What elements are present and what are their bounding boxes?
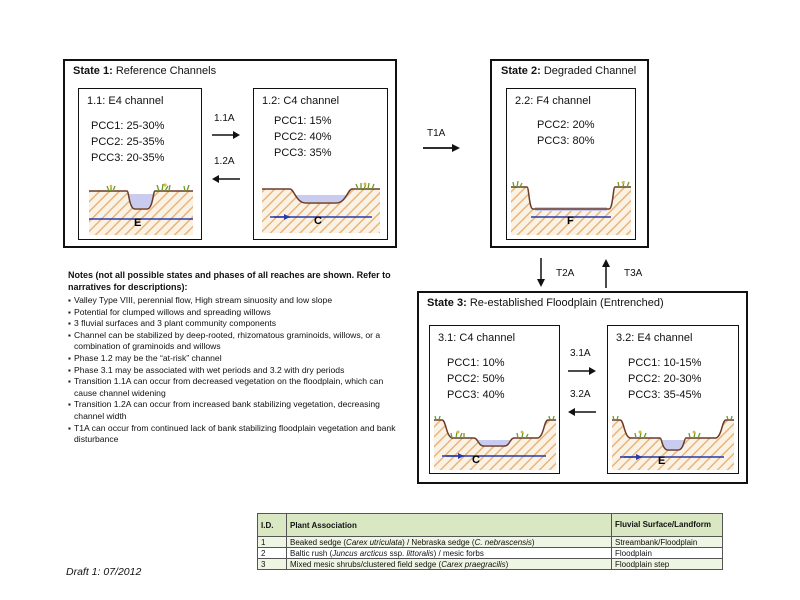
row-id: 1 [258,537,287,548]
transition-t2a-arrow [536,257,546,289]
transition-3-1a-arrow [567,366,597,376]
note-item: ▪ 3 fluvial surfaces and 3 plant community components [68,318,398,330]
state-1-box [63,59,397,248]
transition-t2a-label: T2A [556,268,575,279]
phase-3-2-box [607,325,739,474]
channel-letter-f: F [567,215,574,227]
row-id: 2 [258,548,287,559]
table-row [258,537,723,548]
note-item: ▪ Transition 1.1A can occur from decreased vegetation on the floodplain, which can cause channel widening [68,376,398,399]
channel-cross-section-c [262,181,380,233]
notes-list [68,295,398,446]
transition-3-2a-label: 3.2A [570,389,591,400]
channel-letter-e: E [134,217,142,229]
channel-letter-c-3-1: C [472,454,480,466]
transition-1-2a-label: 1.2A [214,156,235,167]
row-surface: Streambank/Floodplain [612,537,723,548]
phase-1-1-pcc-list: PCC1: 25-30% PCC2: 25-35% PCC3: 20-35% [91,120,165,164]
col-header-id: I.D. [258,514,287,537]
channel-cross-section-f [511,181,631,235]
transition-3-2a-arrow [567,407,597,417]
transition-t1a-label: T1A [427,128,446,139]
note-item: ▪ T1A can occur from continued lack of bank stabilizing floodplain vegetation and bank disturbance [68,423,398,446]
row-plant-association: Baltic rush (Juncus arcticus ssp. littoralis) / mesic forbs [287,548,612,559]
col-header-fluvial-surface: Fluvial Surface/Landform [612,514,723,537]
channel-cross-section-e-entrenched [612,416,734,470]
phase-1-2-title: 1.2: C4 channel [262,95,340,107]
note-item: ▪ Valley Type VIII, perennial flow, High stream sinuosity and low slope [68,295,398,307]
note-item: ▪ Phase 1.2 may be the “at-risk” channel [68,353,398,365]
state-3-title: State 3: Re-established Floodplain (Entrenched) [427,297,664,309]
row-plant-association: Mixed mesic shrubs/clustered field sedge (Carex praegracilis) [287,559,612,570]
phase-3-1-box [429,325,560,474]
plant-association-table [257,513,723,570]
transition-3-1a-label: 3.1A [570,348,591,359]
row-surface: Floodplain step [612,559,723,570]
phase-3-1-pcc-list: PCC1: 10% PCC2: 50% PCC3: 40% [447,357,505,401]
row-plant-association: Beaked sedge (Carex utriculata) / Nebraska sedge (C. nebrascensis) [287,537,612,548]
phase-3-2-pcc-list: PCC1: 10-15% PCC2: 20-30% PCC3: 35-45% [628,357,702,401]
channel-letter-c: C [314,215,322,227]
row-surface: Floodplain [612,548,723,559]
transition-1-1a-arrow [211,130,241,140]
draft-label: Draft 1: 07/2012 [66,566,142,578]
row-id: 3 [258,559,287,570]
transition-t3a-arrow [601,257,611,289]
table-header-row [258,514,723,537]
table-row [258,548,723,559]
phase-1-1-title: 1.1: E4 channel [87,95,164,107]
channel-letter-e-3-2: E [658,455,666,467]
phase-2-2-title: 2.2: F4 channel [515,95,591,107]
phase-3-1-title: 3.1: C4 channel [438,332,516,344]
note-item: ▪ Phase 3.1 may be associated with wet periods and 3.2 with dry periods [68,365,398,377]
table-row [258,559,723,570]
note-item: ▪ Channel can be stabilized by deep-rooted, rhizomatous graminoids, willows, or a combination of graminoids and willows [68,330,398,353]
phase-3-2-title: 3.2: E4 channel [616,332,693,344]
notes-heading: Notes (not all possible states and phases of all reaches are shown. Refer to narratives for descriptions): [68,270,391,292]
channel-cross-section-c-entrenched [434,416,556,470]
phase-1-1-box [78,88,202,240]
channel-cross-section-e [89,181,193,235]
state-2-title: State 2: Degraded Channel [501,65,637,77]
col-header-plant-association: Plant Association [287,514,612,537]
state-2-box [490,59,649,248]
transition-1-1a-label: 1.1A [214,113,235,124]
note-item: ▪ Transition 1.2A can occur from increased bank stabilizing vegetation, decreasing channel width [68,399,398,422]
transition-t1a-arrow [422,143,462,153]
phase-2-2-box [506,88,636,240]
phase-1-2-pcc-list: PCC1: 15% PCC2: 40% PCC3: 35% [274,115,332,159]
phase-2-2-pcc-list: PCC2: 20% PCC3: 80% [537,119,595,147]
phase-1-2-box [253,88,388,240]
note-item: ▪ Potential for clumped willows and spreading willows [68,307,398,319]
notes-section [68,270,398,446]
transition-1-2a-arrow [211,174,241,184]
state-1-title: State 1: Reference Channels [73,65,217,77]
transition-t3a-label: T3A [624,268,643,279]
state-3-box [417,291,748,484]
